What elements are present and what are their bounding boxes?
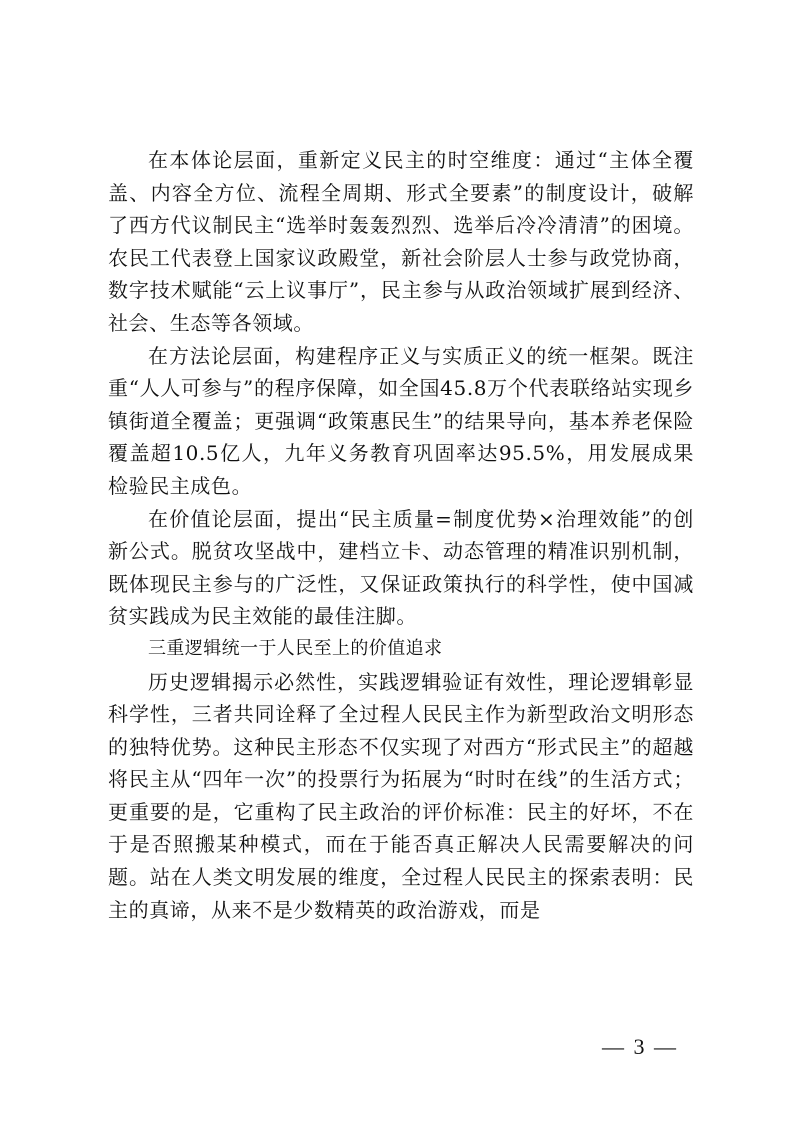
paragraph-methodology: 在方法论层面，构建程序正义与实质正义的统一框架。既注重“人人可参与”的程序保障，如全国45.8万个代表联络站实现乡镇街道全覆盖；更强调“政策惠民生”的结果导向，基本养老保险覆盖超10.5亿人，九年义务教育巩固率达95.5%，用发展成果检验民主成色。 [108, 343, 694, 498]
paragraph-axiology: 在价值论层面，提出“民主质量=制度优势×治理效能”的创新公式。脱贫攻坚战中，建档立卡、动态管理的精准识别机制，既体现民主参与的广泛性，又保证政策执行的科学性，使中国减贫实践成为民主效能的最佳注脚。 [108, 506, 694, 629]
paragraph-ontology: 在本体论层面，重新定义民主的时空维度：通过“主体全覆盖、内容全方位、流程全周期、形式全要素”的制度设计，破解了西方代议制民主“选举时轰轰烈烈、选举后冷冷清清”的困境。农民工代表登上国家议政殿堂，新社会阶层人士参与政党协商，数字技术赋能“云上议事厅”，民主参与从政治领域扩展到经济、社会、生态等各领域。 [108, 148, 694, 335]
paragraph-conclusion: 历史逻辑揭示必然性，实践逻辑验证有效性，理论逻辑彰显科学性，三者共同诠释了全过程人民民主作为新型政治文明形态的独特优势。这种民主形态不仅实现了对西方“形式民主”的超越将民主从“四年一次”的投票行为拓展为“时时在线”的生活方式；更重要的是，它重构了民主政治的评价标准：民主的好坏，不在于是否照搬某种模式，而在于能否真正解决人民需要解决的问题。站在人类文明发展的维度，全过程人民民主的探索表明：民主的真谛，从来不是少数精英的政治游戏，而是 [108, 669, 694, 922]
section-heading: 三重逻辑统一于人民至上的价值追求 [148, 637, 443, 659]
page-number: — 3 — [602, 1034, 678, 1059]
document-body [108, 144, 694, 926]
